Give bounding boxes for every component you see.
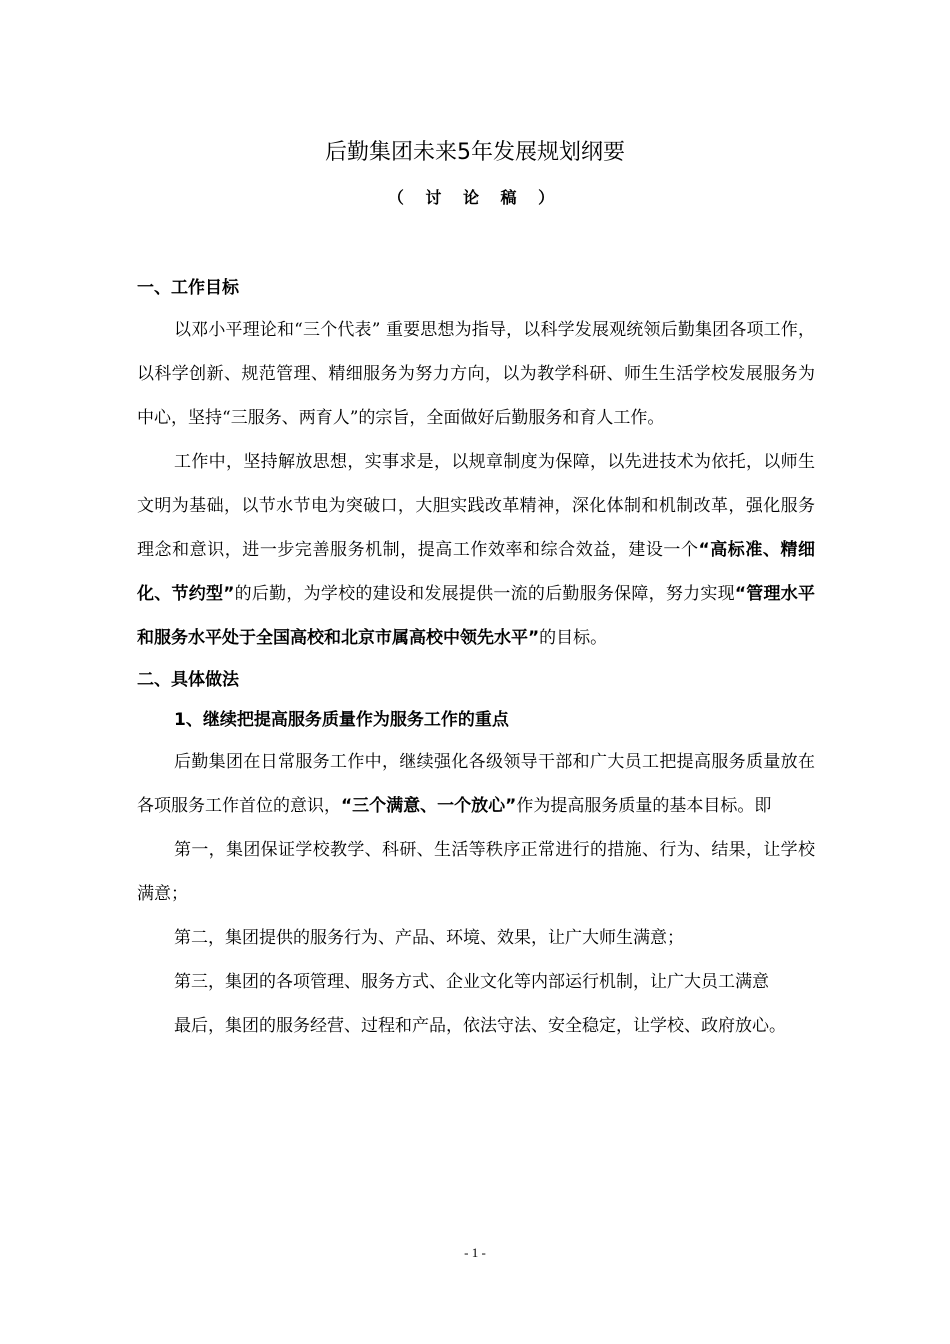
paragraph-point-first: 第一，集团保证学校教学、科研、生活等秩序正常进行的措施、行为、结果，让学校满意； [137, 840, 815, 904]
paragraph-point-third: 第三，集团的各项管理、服务方式、企业文化等内部运行机制，让广大员工满意 [174, 972, 769, 992]
paragraph-point-second: 第二，集团提供的服务行为、产品、环境、效果，让广大师生满意； [174, 928, 684, 948]
paragraph-text: 的目标。 [539, 628, 608, 648]
paragraph-point-last: 最后，集团的服务经营、过程和产品，依法守法、安全稳定，让学校、政府放心。 [174, 1016, 786, 1036]
section-heading-methods: 二、具体做法 [137, 670, 239, 690]
paragraph-text: 作为提高服务质量的基本目标。即 [516, 796, 772, 816]
paragraph-work-approach [137, 440, 815, 660]
paragraph-service-quality [137, 740, 815, 828]
emphasis-text: “管理水平和服务水平处于全国高校和北京市属高校中领先水平” [137, 584, 815, 648]
subsection-heading-service-quality: 1、继续把提高服务质量作为服务工作的重点 [174, 710, 509, 730]
emphasis-text: “高标准、精细化、节约型” [137, 540, 815, 604]
paragraph-guiding-principle: 以邓小平理论和“三个代表” 重要思想为指导，以科学发展观统领后勤集团各项工作，以科学创新、规范管理、精细服务为努力方向，以为教学科研、师生生活学校发展服务为中心，坚持“三服务、两育人”的宗旨，全面做好后勤服务和育人工作。 [137, 320, 815, 428]
emphasis-text: “三个满意、一个放心” [341, 796, 517, 816]
document-body [137, 268, 815, 1048]
section-heading-goals: 一、工作目标 [137, 278, 239, 298]
document-subtitle: （ 讨 论 稿 ） [387, 188, 563, 207]
paragraph-text: 工作中，坚持解放思想，实事求是，以规章制度为保障，以先进技术为依托，以师生文明为基础，以节水节电为突破口，大胆实践改革精神，深化体制和机制改革，强化服务理念和意识，进一步完善服务机制，提高工作效率和综合效益，建设一个 [137, 452, 815, 560]
paragraph-text: 的后勤，为学校的建设和发展提供一流的后勤服务保障，努力实现 [234, 584, 735, 604]
page-number: - 1 - [464, 1245, 486, 1260]
document-title: 后勤集团未来5年发展规划纲要 [325, 140, 625, 165]
paragraph-text: 后勤集团在日常服务工作中，继续强化各级领导干部和广大员工把提高服务质量放在各项服务工作首位的意识， [137, 752, 815, 816]
